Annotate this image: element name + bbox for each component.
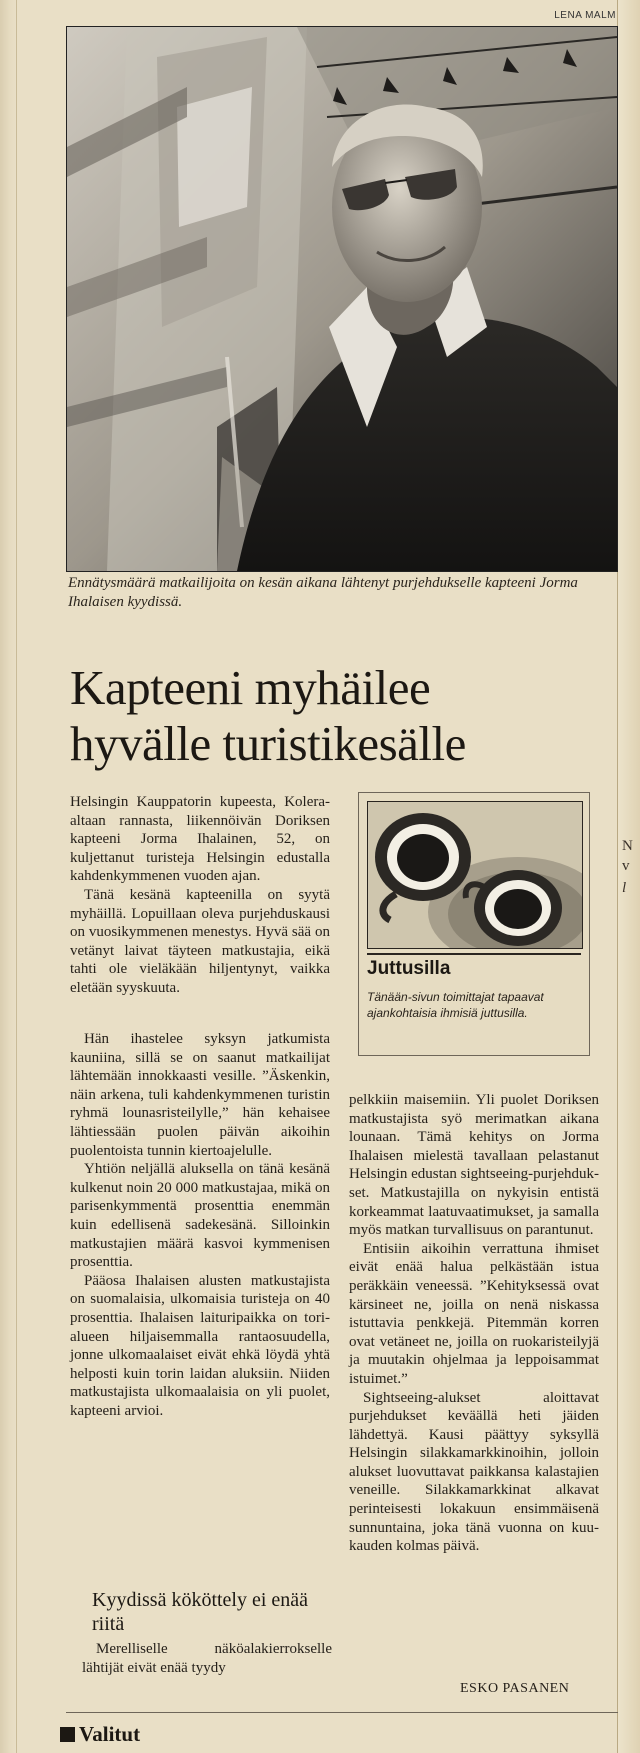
headline-line-1: Kapteeni myhäilee	[70, 660, 431, 715]
section-square-icon	[60, 1727, 75, 1742]
juttusilla-infobox	[358, 792, 590, 1056]
photo-illustration	[67, 27, 617, 571]
headline-line-2: hyvälle turistikesälle	[70, 716, 466, 771]
article-column-1-top	[70, 793, 330, 998]
photo-credit: LENA MALM	[554, 10, 616, 21]
article-column-1-bottom	[82, 1640, 332, 1677]
captain-photo	[66, 26, 618, 572]
section-label-text: Valitut	[79, 1722, 141, 1746]
coffee-cups-graphic	[367, 801, 583, 949]
neighbor-column-fragment-1: N	[622, 838, 633, 854]
footer-divider	[66, 1712, 618, 1713]
paragraph-5: Pääosa Ihalaisen alusten matkustajista on suomalaisia, ulkomaisia turisteja on 40 prosenttia. Ihalaisen laituripaikka on torialueen hiljaisemmalla rantaosuudella, jonne ulkomaalaiset eivät ehkä löydä yhtä helposti kuin torin laidan aluksiin. Niiden matkustajista ulkomaalaisia on yli puolet, kapteeni arvioi.	[70, 1272, 330, 1419]
photo-caption: Ennätysmäärä matkailijoita on kesän aikana lähtenyt purjehdukselle kapteeni Jorma Ihalaisen kyydissä.	[68, 575, 578, 610]
infobox-title: Juttusilla	[367, 953, 581, 983]
paragraph-1: Helsingin Kauppatorin kupeesta, Kolera-altaan rannasta, liikennöivän Doriksen kapteeni Jorma Ihalainen, 52, on kuljettanut turisteja Helsingin edustalla kahdenkymmenen vuoden ajan.	[70, 794, 330, 885]
paragraph-7: pelkkiin maisemiin. Yli puolet Doriksen matkustajista syö merimatkan aikana lounaan. Tämä kehitys on Jorma Ihalaisen mielestä tavallaan pelastanut Helsingin edustan sightseeing-purjehdukset. Matkustajilla on nykyisin entistä korkeammat laatuvaatimukset, ja samalla myös matkan turvallisuus on parantunut.	[349, 1092, 599, 1239]
paragraph-2: Tänä kesänä kapteenilla on syytä myhäillä. Lopuillaan oleva purjehduskausi on vuosikymmenen menestys. Hyvä sää on vetänyt laivat täyteen matkustajia, eikä tahti ole vieläkään hiljentynyt, vaikka eletään syyskuuta.	[70, 886, 330, 996]
paragraph-8: Entisiin aikoihin verrattuna ihmiset eivät enää halua pelkästään istua peräkkäin veneessä. ”Kehityksessä ovat kärsineet ne, joilla on nenä niskassa istuttavia penkkejä. Pitemmän korren ovat vetäneet ne, joilla on ruokaristeilyjä ja muutakin ohjelmaa ja leppoisammat istuimet.”	[349, 1240, 599, 1387]
paper-edge-right	[617, 0, 640, 1753]
paper-edge-left	[0, 0, 17, 1753]
paragraph-6: Merelliselle näköalakierrokselle lähtijät eivät enää tyydy	[82, 1641, 332, 1676]
neighbor-column-fragment-3: l	[622, 880, 627, 896]
headline	[70, 660, 610, 772]
paragraph-9: Sightseeing-alukset aloittavat purjehdukset keväällä heti jäiden lähdettyä. Kausi päättyy syksyllä Helsingin silakkamarkkinoihin, jolloin alukset luovuttavat paikkansa kalastajien veneille. Silakkamarkkinat alkavat perinteisesti lokakuun ensimmäisenä sunnuntaina, joka tänä vuonna on kuukauden kolmas päivä.	[349, 1389, 599, 1555]
neighbor-column-fragment-2: v	[622, 858, 630, 874]
coffee-cup-icon	[368, 802, 582, 948]
article-column-1-mid	[70, 1030, 330, 1420]
article-column-2	[349, 1091, 599, 1556]
author-signature: ESKO PASANEN	[460, 1681, 570, 1696]
paragraph-4: Yhtiön neljällä aluksella on tänä kesänä kulkenut noin 20 000 matkustajaa, mikä on parisenkymmentä prosenttia enemmän kuin edellisenä sadekesänä. Silloinkin matkustajien määrä kasvoi kymmenisen prosenttia.	[70, 1161, 330, 1271]
section-label	[60, 1722, 140, 1747]
paragraph-3: Hän ihastelee syksyn jatkumista kauniina, sillä se on saanut matkailijat lähtemään innokkaasti vesille. ”Äskenkin, näin arkena, tuli kahdenkymmenen turistin ryhmä lounasristeilylle,” hän kehaisee lähtiessään puolen päivän aikoihin puolentoista tunnin kiertoajelulle.	[70, 1031, 330, 1159]
subheading: Kyydissä kököttely ei enää riitä	[92, 1589, 309, 1635]
infobox-text: Tänään-sivun toimittajat tapaavat ajankohtaisia ihmisiä juttusilla.	[367, 990, 544, 1020]
